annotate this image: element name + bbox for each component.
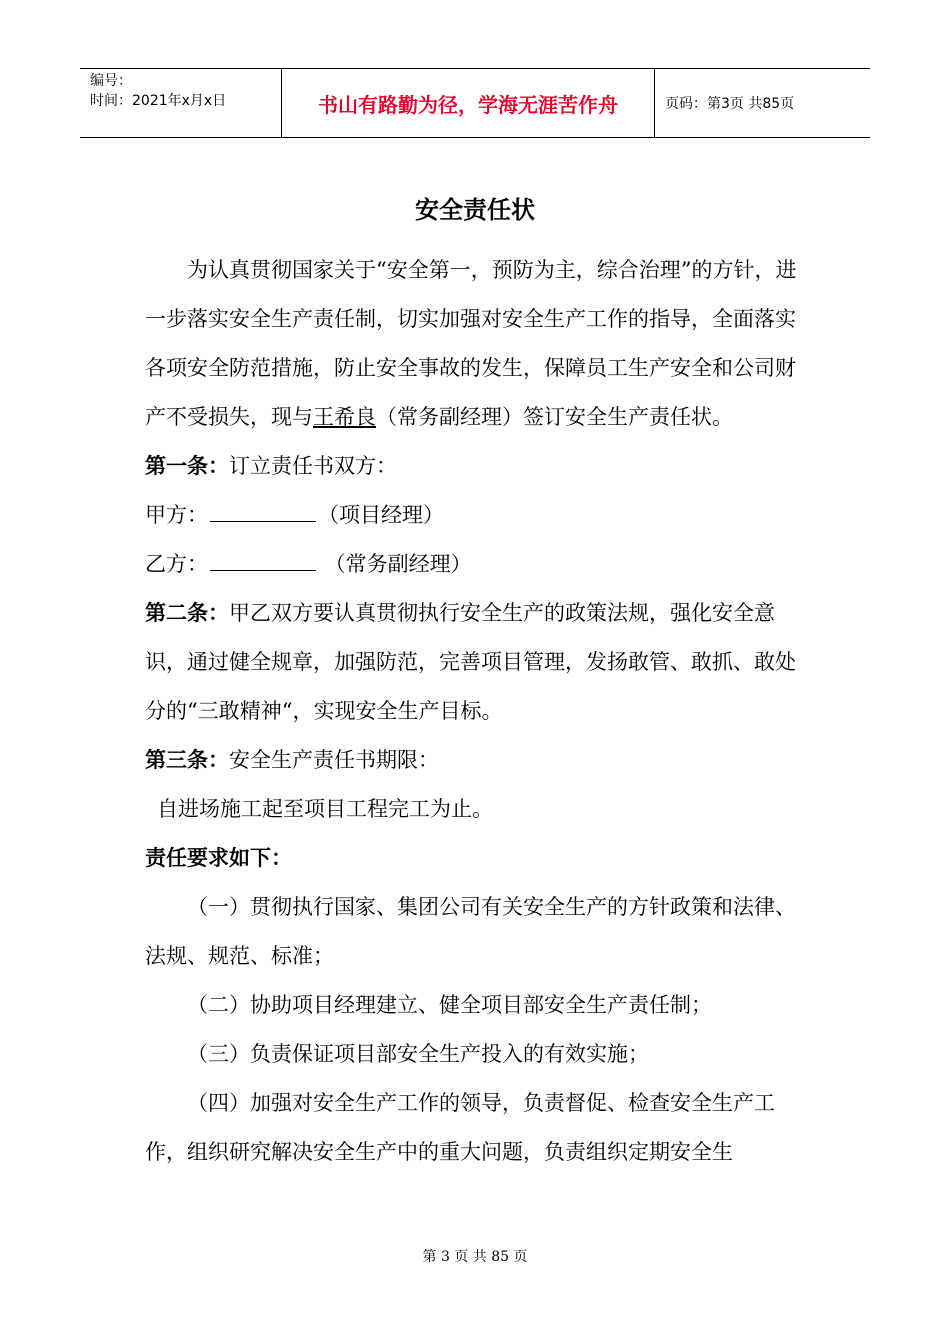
article-3-text: 安全生产责任书期限：	[229, 748, 439, 772]
article-3-label: 第三条：	[145, 748, 229, 772]
article-1-text: 订立责任书双方：	[229, 454, 397, 478]
header-meta	[80, 69, 282, 137]
article-2-label: 第二条：	[145, 601, 229, 625]
party-b-role: （常务副经理）	[318, 552, 472, 576]
page-footer: 第 3 页 共 85 页	[422, 1249, 528, 1265]
party-a-blank	[210, 499, 316, 522]
requirement-item: （三）负责保证项目部安全生产投入的有效实施；	[187, 1042, 649, 1066]
intro-text-before: 为认真贯彻国家关于“安全第一，预防为主，综合治理”的方针，进一步落实安全生产责任制，切实加强对安全生产工作的指导，全面落实各项安全防范措施，防止安全事故的发生，保障员工生产安全和公司财产不受损失，现与	[145, 258, 797, 429]
intro-text-after: （常务副经理）签订安全生产责任状。	[376, 405, 733, 429]
document-body	[145, 246, 810, 1177]
signatory-name: 王希良	[313, 405, 376, 429]
period-text: 自进场施工起至项目工程完工为止。	[157, 797, 493, 821]
party-a-label: 甲方：	[145, 503, 208, 527]
article-1-label: 第一条：	[145, 454, 229, 478]
header-page-info: 页码：第3页 共85页	[665, 96, 795, 112]
motto: 书山有路勤为径，学海无涯苦作舟	[318, 92, 618, 117]
number-label: 编号：	[90, 73, 132, 89]
requirement-item: （四）加强对安全生产工作的领导，负责督促、检查安全生产工作，组织研究解决安全生产中的重大问题，负责组织定期安全生	[145, 1091, 775, 1164]
party-b-label: 乙方：	[145, 552, 208, 576]
article-1	[145, 442, 810, 491]
party-a-line	[145, 491, 810, 540]
requirement-item: （二）协助项目经理建立、健全项目部安全生产责任制；	[187, 993, 712, 1017]
header-motto-cell	[282, 69, 655, 137]
document-title: 安全责任状	[415, 196, 535, 224]
intro-paragraph	[145, 246, 810, 442]
party-b-line	[145, 540, 810, 589]
time-label: 时间：2021年x月x日	[90, 93, 227, 109]
article-2	[145, 589, 810, 736]
party-a-role: （项目经理）	[318, 503, 444, 527]
document-header	[80, 68, 870, 138]
requirements-heading: 责任要求如下：	[145, 846, 292, 870]
requirement-item: （一）贯彻执行国家、集团公司有关安全生产的方针政策和法律、法规、规范、标准；	[145, 895, 796, 968]
article-3	[145, 736, 810, 785]
party-b-blank	[210, 548, 316, 571]
article-2-text: 甲乙双方要认真贯彻执行安全生产的政策法规，强化安全意识，通过健全规章，加强防范，完善项目管理，发扬敢管、敢抓、敢处分的“三敢精神“，实现安全生产目标。	[145, 601, 796, 723]
